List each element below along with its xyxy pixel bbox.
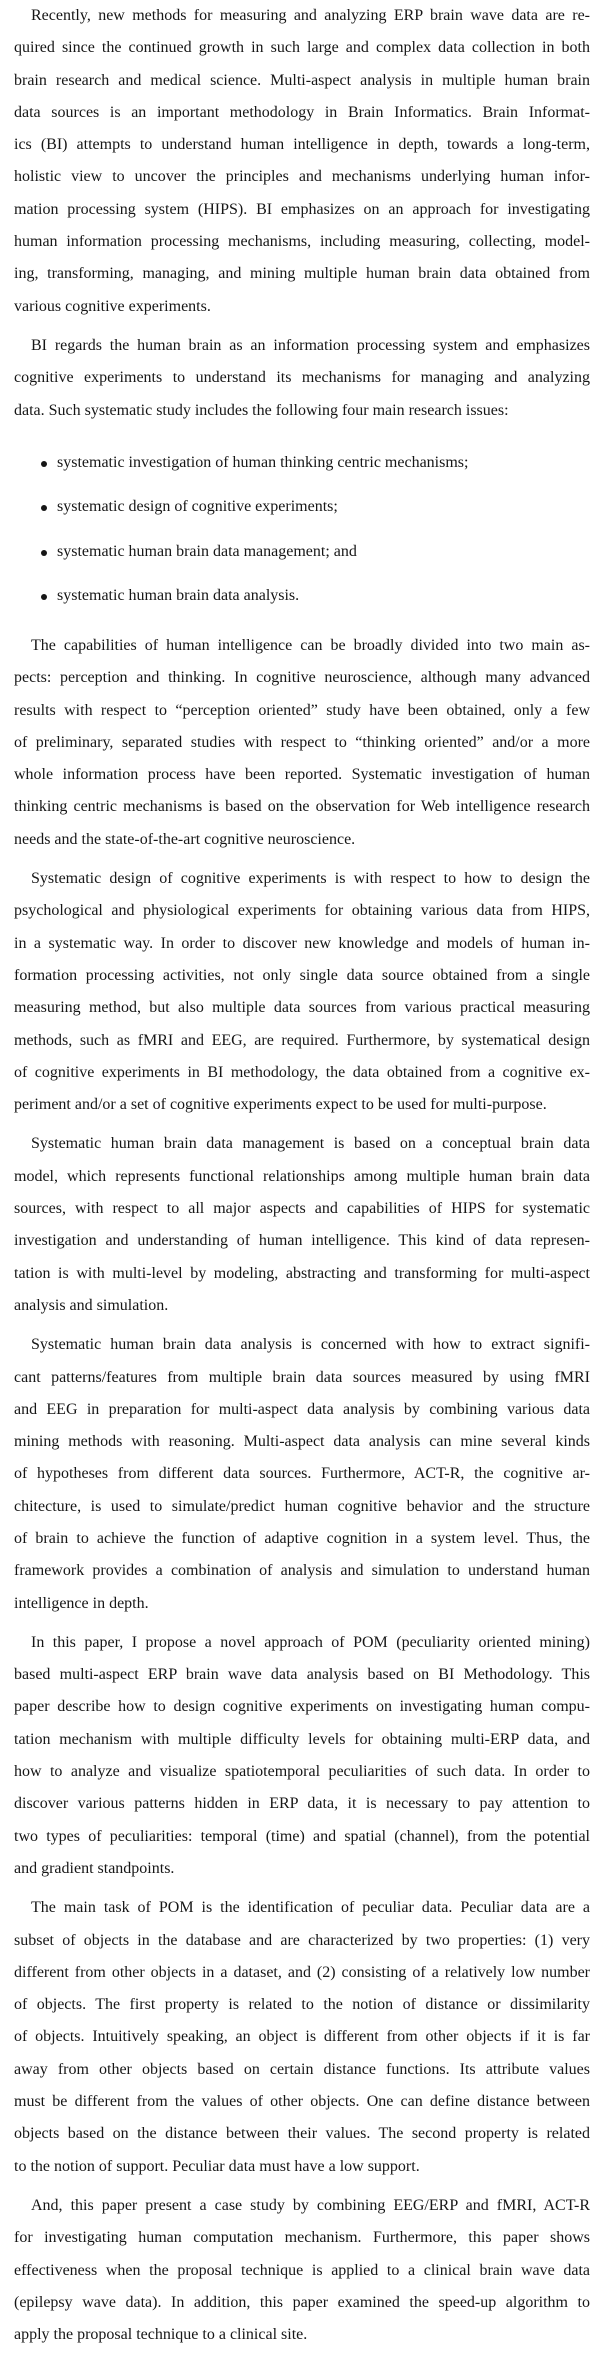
paragraph-data-analysis <box>14 1329 590 1620</box>
text-line: periment and/or a set of cognitive experiments expect to be used for multi-purpose. <box>14 1096 547 1114</box>
text-line: Systematic human brain data analysis is concerned with how to extract signifi- <box>31 1336 590 1354</box>
text-line: objects based on the distance between their values. The second property is related <box>14 2125 590 2143</box>
list-item <box>14 580 590 612</box>
text-line: mining methods with reasoning. Multi-aspect data analysis can mine several kinds <box>14 1433 590 1451</box>
list-item-text: systematic human brain data management; and <box>57 542 357 560</box>
text-line: and gradient standpoints. <box>14 1859 175 1877</box>
text-line: subset of objects in the database and are characterized by two properties: (1) very <box>14 1931 590 1949</box>
text-line: cognitive experiments to understand its mechanisms for managing and analyzing <box>14 369 590 387</box>
paragraph-erp-analysis-motivation <box>14 0 590 323</box>
list-item-text: systematic human brain data analysis. <box>57 587 300 604</box>
text-line: must be different from the values of other objects. One can define distance between <box>14 2093 590 2111</box>
text-line: psychological and physiological experiments for obtaining various data from HIPS, <box>14 902 590 920</box>
bullet-icon <box>41 505 47 511</box>
text-line: for investigating human computation mechanism. Furthermore, this paper shows <box>14 2229 590 2247</box>
text-line: cant patterns/features from multiple brain data sources measured by using fMRI <box>14 1368 590 1386</box>
text-line: And, this paper present a case study by combining EEG/ERP and fMRI, ACT-R <box>31 2196 590 2214</box>
text-line: thinking centric mechanisms is based on the observation for Web intelligence research <box>14 798 590 816</box>
text-line: and EEG in preparation for multi-aspect data analysis by combining various data <box>14 1400 590 1418</box>
text-line: methods, such as fMRI and EEG, are required. Furthermore, by systematical design <box>14 1031 590 1049</box>
text-line: quired since the continued growth in such large and complex data collection in both <box>14 39 590 57</box>
text-line: away from other objects based on certain distance functions. Its attribute values <box>14 2060 590 2078</box>
text-line: human information processing mechanisms, including measuring, collecting, model- <box>14 233 590 251</box>
text-line: mation processing system (HIPS). BI emphasizes on an approach for investigating <box>14 200 590 218</box>
text-line: based multi-aspect ERP brain wave data analysis based on BI Methodology. This <box>14 1666 590 1684</box>
text-line: data. Such systematic study includes the following four main research issues: <box>14 401 509 419</box>
text-line: The main task of POM is the identification of peculiar data. Peculiar data are a <box>31 1899 590 1917</box>
text-line: ing, transforming, managing, and mining multiple human brain data obtained from <box>14 265 590 283</box>
text-line: ics (BI) attempts to understand human intelligence in depth, towards a long-term, <box>14 136 590 154</box>
text-line: effectiveness when the proposal technique is applied to a clinical brain wave data <box>14 2261 590 2279</box>
text-line: of objects. The first property is related to the notion of distance or dissimilarity <box>14 1996 590 2014</box>
text-line: model, which represents functional relationships among multiple human brain data <box>14 1167 590 1185</box>
page-body <box>14 0 590 2351</box>
text-line: of hypotheses from different data sources. Furthermore, ACT-R, the cognitive ar- <box>14 1465 590 1483</box>
text-line: sources, with respect to all major aspects and capabilities of HIPS for systematic <box>14 1200 590 1218</box>
text-line: pects: perception and thinking. In cognitive neuroscience, although many advanced <box>14 669 590 687</box>
text-line: of brain to achieve the function of adaptive cognition in a system level. Thus, the <box>14 1530 590 1547</box>
text-line: tation is with multi-level by modeling, abstracting and transforming for multi-aspect <box>14 1264 590 1282</box>
bullet-icon <box>41 550 47 556</box>
text-line: of objects. Intuitively speaking, an object is different from other objects if it is far <box>14 2028 590 2046</box>
text-line: Systematic design of cognitive experiments is with respect to how to design the <box>31 870 590 888</box>
paragraph-proposed-approach <box>14 1627 590 1885</box>
text-line: intelligence in depth. <box>14 1594 149 1612</box>
text-line: two types of peculiarities: temporal (time) and spatial (channel), from the potential <box>14 1827 590 1845</box>
text-line: investigation and understanding of human intelligence. This kind of data represen- <box>14 1232 590 1250</box>
text-line: In this paper, I propose a novel approach of POM (peculiarity oriented mining) <box>31 1633 590 1651</box>
text-line: in a systematic way. In order to discover new knowledge and models of human in- <box>14 934 590 952</box>
text-line: holistic view to uncover the principles and mechanisms underlying human infor- <box>14 168 590 186</box>
text-line: framework provides a combination of analysis and simulation to understand human <box>14 1562 590 1580</box>
list-item <box>14 447 590 479</box>
text-line: how to analyze and visualize spatiotemporal peculiarities of such data. In order to <box>14 1763 590 1781</box>
text-line: apply the proposal technique to a clinical site. <box>14 2326 308 2344</box>
text-line: tation mechanism with multiple difficulty levels for obtaining multi-ERP data, and <box>14 1730 590 1748</box>
bullet-icon <box>41 461 47 467</box>
text-line: Recently, new methods for measuring and analyzing ERP brain wave data are re- <box>31 7 590 24</box>
text-line: results with respect to “perception oriented” study have been obtained, only a few <box>14 701 590 719</box>
text-line: (epilepsy wave data). In addition, this paper examined the speed-up algorithm to <box>14 2293 590 2311</box>
paragraph-data-management <box>14 1128 590 1322</box>
list-item-text: systematic investigation of human thinking centric mechanisms; <box>57 453 469 471</box>
text-line: The capabilities of human intelligence can be broadly divided into two main as- <box>31 636 590 654</box>
research-issues-list <box>14 447 590 613</box>
text-line: data sources is an important methodology in Brain Informatics. Brain Informat- <box>14 103 590 121</box>
text-line: of cognitive experiments in BI methodology, the data obtained from a cognitive ex- <box>14 1063 590 1081</box>
paragraph-pom-task <box>14 1892 590 2183</box>
list-item <box>14 536 590 568</box>
paragraph-experiment-design <box>14 863 590 1121</box>
paragraph-case-study <box>14 2190 590 2351</box>
text-line: various cognitive experiments. <box>14 297 211 315</box>
text-line: whole information process have been reported. Systematic investigation of human <box>14 766 590 784</box>
text-line: to the notion of support. Peculiar data must have a low support. <box>14 2157 420 2175</box>
text-line: of preliminary, separated studies with respect to “thinking oriented” and/or a more <box>14 733 590 751</box>
text-line: brain research and medical science. Multi-aspect analysis in multiple human brain <box>14 71 590 89</box>
text-line: analysis and simulation. <box>14 1296 169 1314</box>
text-line: measuring method, but also multiple data sources from various practical measuring <box>14 999 590 1017</box>
text-line: paper describe how to design cognitive experiments on investigating human compu- <box>14 1698 590 1716</box>
text-line: different from other objects in a dataset, and (2) consisting of a relatively low number <box>14 1963 590 1981</box>
paragraph-bi-research-issues <box>14 330 590 427</box>
paragraph-perception-and-thinking <box>14 630 590 856</box>
text-line: formation processing activities, not only single data source obtained from a single <box>14 966 590 984</box>
text-line: BI regards the human brain as an information processing system and emphasizes <box>31 336 590 354</box>
text-line: chitecture, is used to simulate/predict human cognitive behavior and the structure <box>14 1497 590 1515</box>
text-line: discover various patterns hidden in ERP data, it is necessary to pay attention to <box>14 1795 590 1813</box>
text-line: needs and the state-of-the-art cognitive neuroscience. <box>14 830 356 848</box>
bullet-icon <box>41 594 47 600</box>
list-item-text: systematic design of cognitive experiments; <box>57 498 338 516</box>
text-line: Systematic human brain data management is based on a conceptual brain data <box>31 1135 590 1153</box>
list-item <box>14 491 590 523</box>
